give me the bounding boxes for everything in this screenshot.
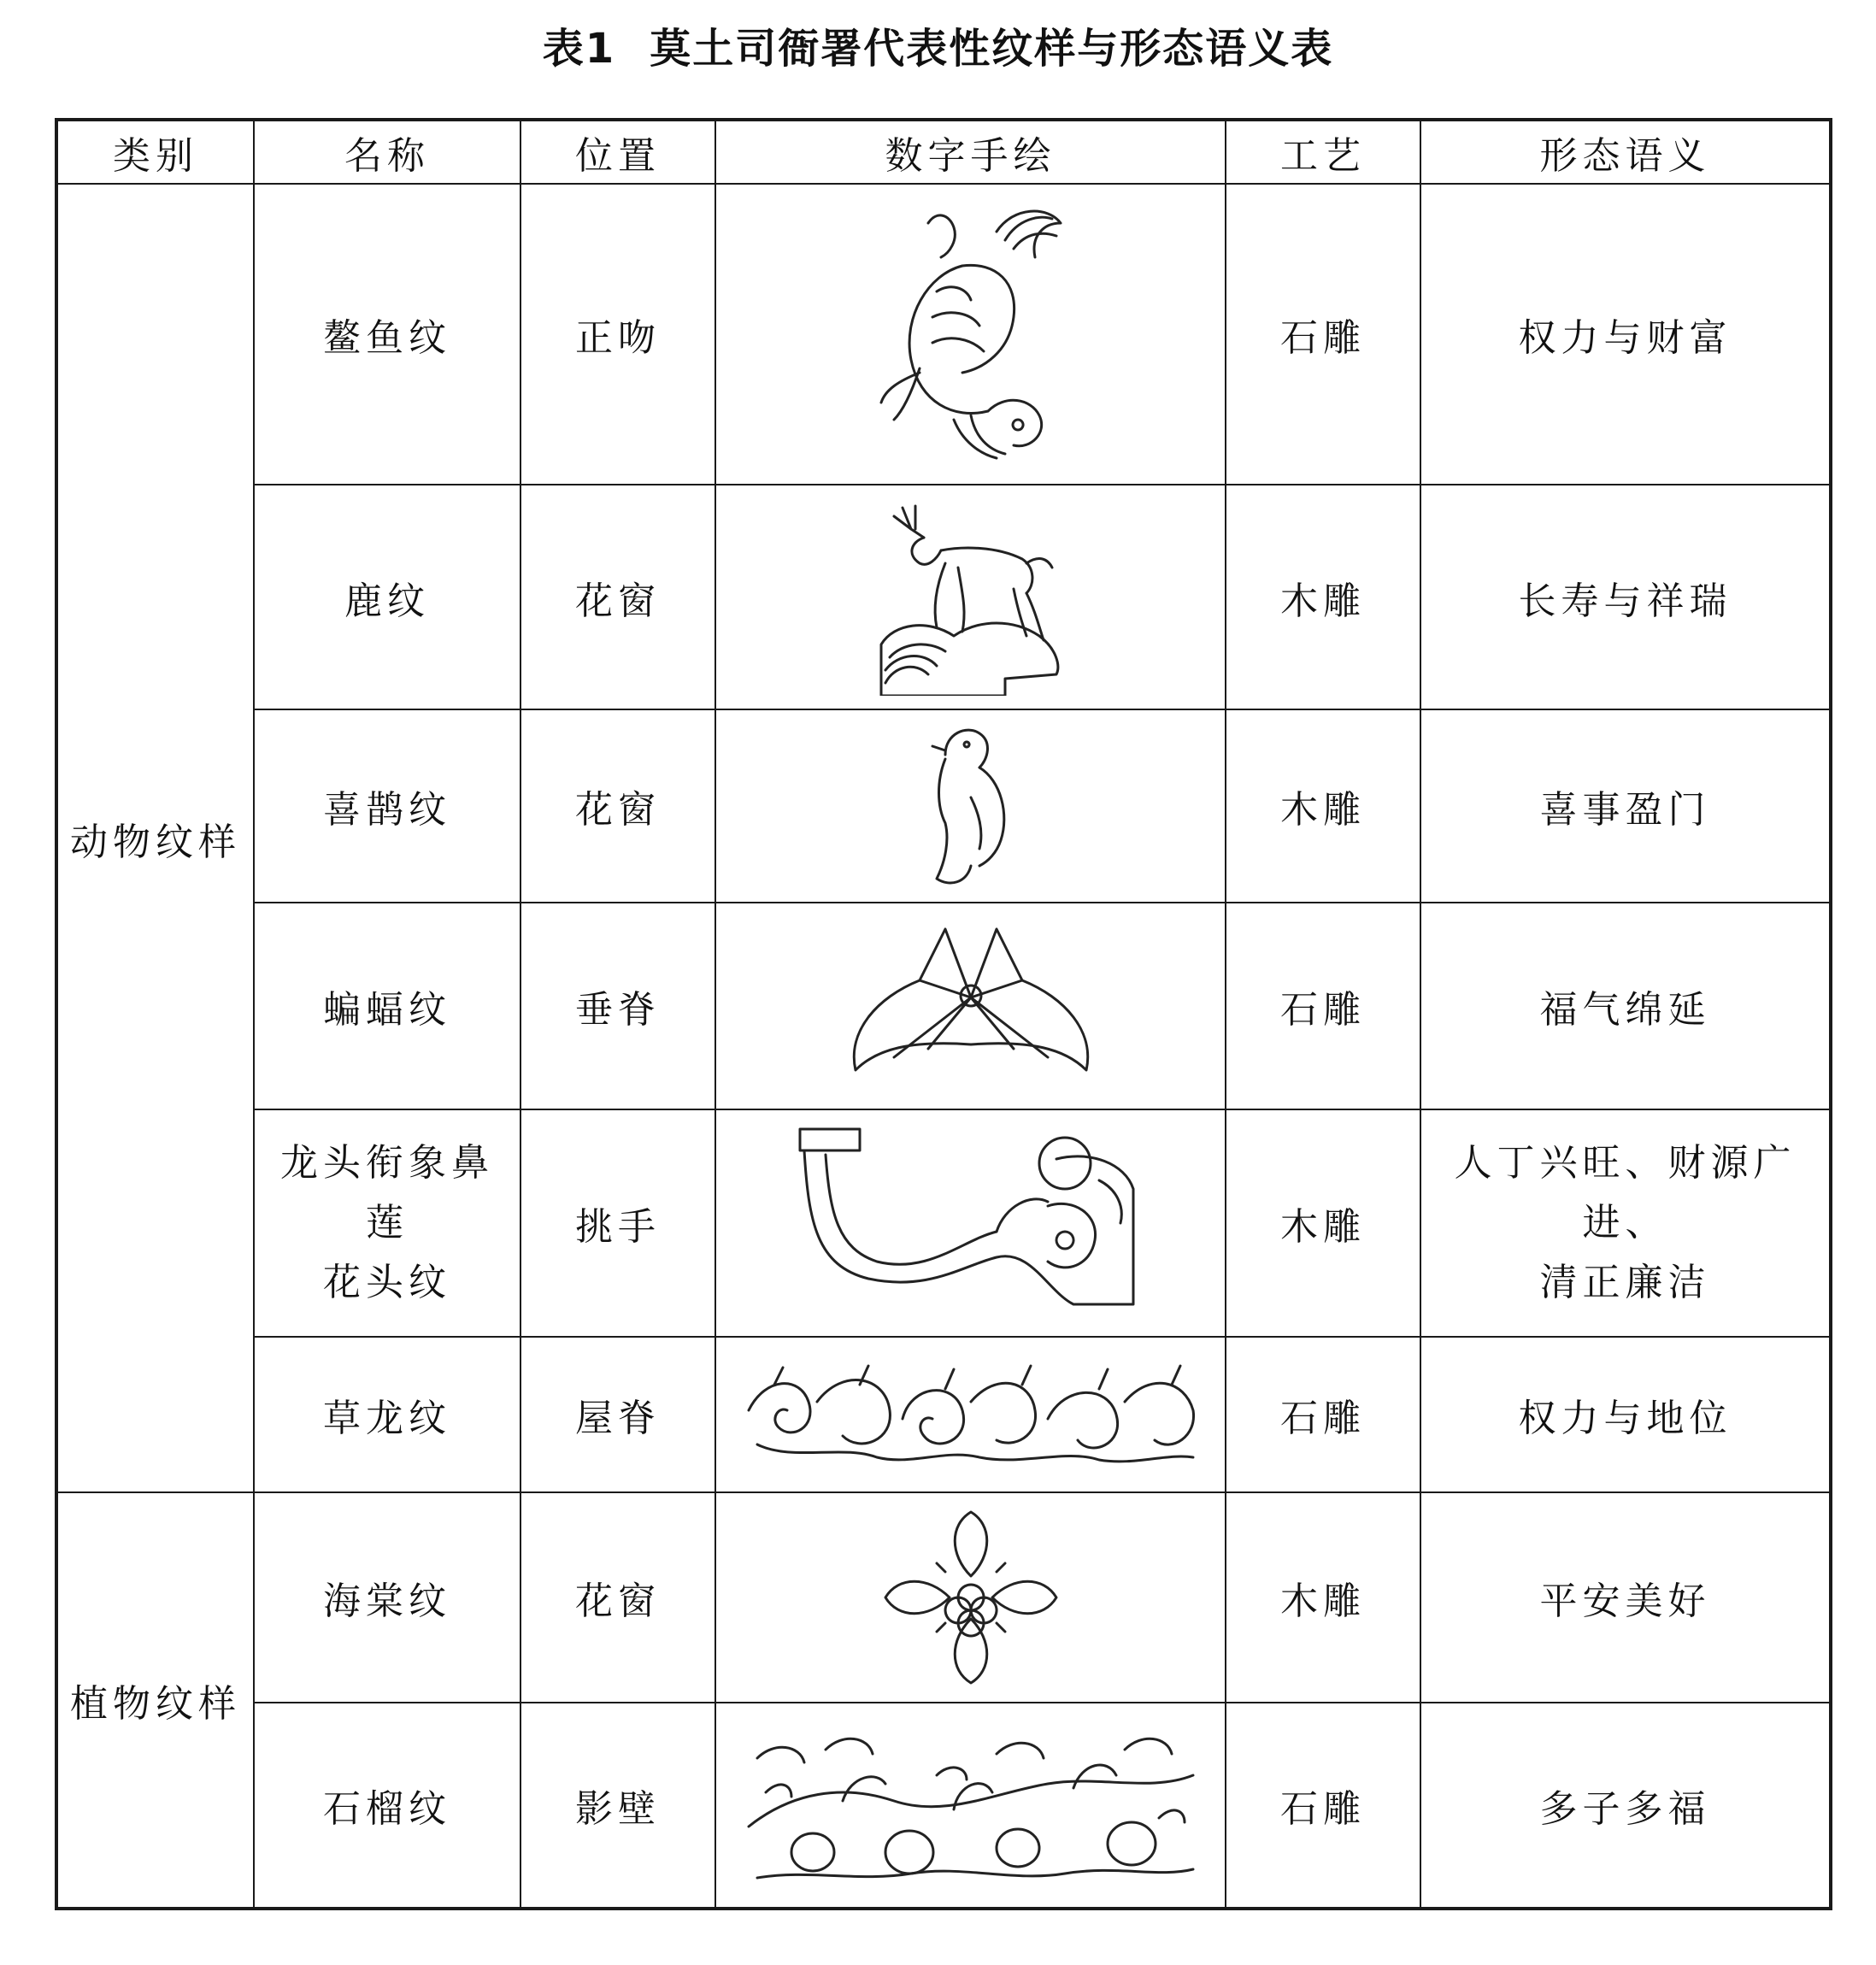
dragon-head-bracket-icon xyxy=(715,1109,1226,1337)
pattern-name-line: 龙头衔象鼻莲 xyxy=(280,1141,494,1244)
header-meaning: 形态语义 xyxy=(1420,120,1831,184)
bat-icon xyxy=(715,903,1226,1109)
header-name: 名称 xyxy=(254,120,520,184)
table-caption: 莫土司衙署代表性纹样与形态语义表 xyxy=(650,25,1334,73)
table-row xyxy=(56,1492,1831,1703)
pattern-meaning: 多子多福 xyxy=(1420,1703,1831,1909)
pattern-name: 喜鹊纹 xyxy=(254,709,520,903)
pattern-position: 花窗 xyxy=(520,485,715,709)
pattern-meaning: 喜事盈门 xyxy=(1420,709,1831,903)
table-row xyxy=(56,709,1831,903)
table-title xyxy=(0,15,1876,74)
pattern-meaning: 长寿与祥瑞 xyxy=(1420,485,1831,709)
pattern-name: 海棠纹 xyxy=(254,1492,520,1703)
table-row xyxy=(56,184,1831,485)
grass-dragon-icon xyxy=(715,1337,1226,1492)
pattern-meaning-line: 清正廉洁 xyxy=(1539,1261,1711,1304)
pattern-craft: 木雕 xyxy=(1226,485,1420,709)
header-position: 位置 xyxy=(520,120,715,184)
pattern-craft: 木雕 xyxy=(1226,1492,1420,1703)
begonia-flower-icon xyxy=(715,1492,1226,1703)
category-cell: 动物纹样 xyxy=(56,184,254,1492)
pattern-position: 影壁 xyxy=(520,1703,715,1909)
header-row xyxy=(56,120,1831,184)
pattern-craft: 石雕 xyxy=(1226,903,1420,1109)
pattern-name: 石榴纹 xyxy=(254,1703,520,1909)
pattern-meaning-line: 人丁兴旺、财源广进、 xyxy=(1454,1141,1797,1244)
table-number: 表1 xyxy=(542,25,616,73)
magpie-icon xyxy=(715,709,1226,903)
pattern-name: 蝙蝠纹 xyxy=(254,903,520,1109)
header-category: 类别 xyxy=(56,120,254,184)
pattern-name xyxy=(254,1109,520,1337)
pattern-position: 花窗 xyxy=(520,709,715,903)
pattern-position: 挑手 xyxy=(520,1109,715,1337)
deer-icon xyxy=(715,485,1226,709)
pattern-name-line: 花头纹 xyxy=(323,1261,451,1304)
pattern-position: 屋脊 xyxy=(520,1337,715,1492)
pattern-position: 垂脊 xyxy=(520,903,715,1109)
pattern-meaning: 权力与地位 xyxy=(1420,1337,1831,1492)
pattern-craft: 木雕 xyxy=(1226,1109,1420,1337)
pattern-meaning xyxy=(1420,1109,1831,1337)
pattern-name: 鹿纹 xyxy=(254,485,520,709)
aoyu-fish-icon xyxy=(715,184,1226,485)
pattern-table xyxy=(55,118,1832,1910)
pattern-craft: 石雕 xyxy=(1226,1337,1420,1492)
pattern-craft: 石雕 xyxy=(1226,1703,1420,1909)
table-row xyxy=(56,1109,1831,1337)
pattern-craft: 木雕 xyxy=(1226,709,1420,903)
pattern-craft: 石雕 xyxy=(1226,184,1420,485)
table-row xyxy=(56,903,1831,1109)
table-row xyxy=(56,1337,1831,1492)
table-row xyxy=(56,485,1831,709)
pattern-meaning: 权力与财富 xyxy=(1420,184,1831,485)
pattern-name: 鳌鱼纹 xyxy=(254,184,520,485)
pattern-meaning: 平安美好 xyxy=(1420,1492,1831,1703)
header-drawing: 数字手绘 xyxy=(715,120,1226,184)
header-craft: 工艺 xyxy=(1226,120,1420,184)
pattern-name: 草龙纹 xyxy=(254,1337,520,1492)
pattern-meaning: 福气绵延 xyxy=(1420,903,1831,1109)
pomegranate-scroll-icon xyxy=(715,1703,1226,1909)
table-row xyxy=(56,1703,1831,1909)
pattern-position: 正吻 xyxy=(520,184,715,485)
pattern-position: 花窗 xyxy=(520,1492,715,1703)
category-cell: 植物纹样 xyxy=(56,1492,254,1909)
